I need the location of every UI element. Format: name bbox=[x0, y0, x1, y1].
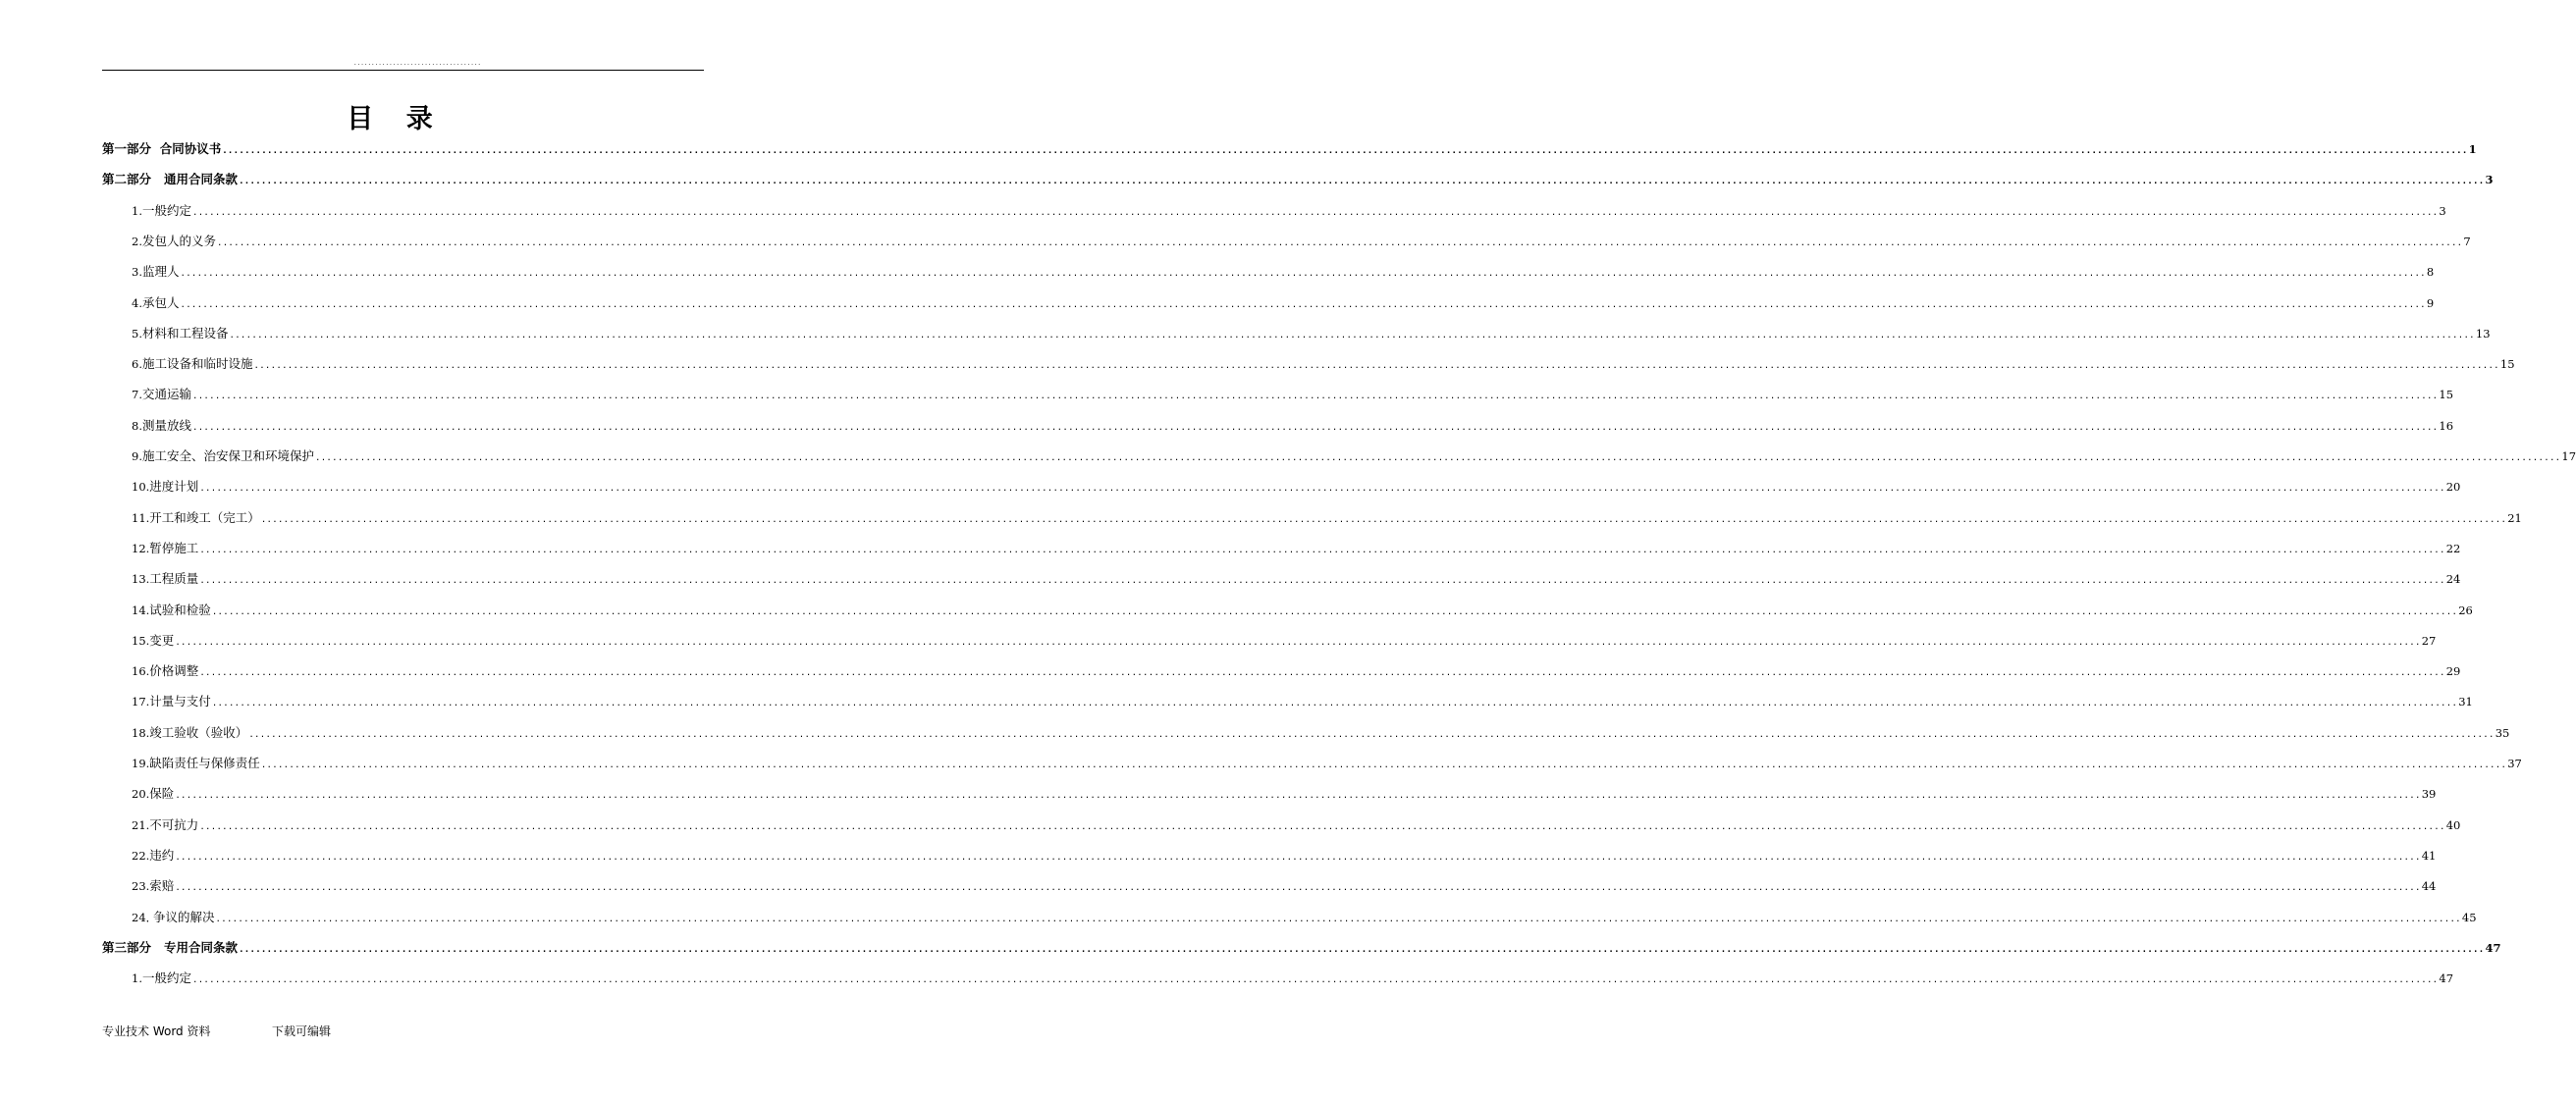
toc-entry-number: 16. bbox=[132, 664, 150, 679]
toc-entry-label: 缺陷责任与保修责任 bbox=[149, 756, 260, 770]
toc-entry-number: 11. bbox=[132, 510, 150, 525]
footer-right-text: 下载可编辑 bbox=[272, 1024, 332, 1038]
toc-entry-page: 8 bbox=[2426, 265, 2435, 280]
toc-entry-number: 13. bbox=[132, 572, 150, 587]
toc-leader-dots: ................................................................................................................................................................................................................................................................................................................................................................................................................ bbox=[211, 606, 2458, 617]
toc-entry[interactable] bbox=[132, 661, 2461, 685]
toc-leader-dots: ................................................................................................................................................................................................................................................................................................................................................................................................................ bbox=[199, 821, 2445, 832]
toc-entry-page: 37 bbox=[2507, 757, 2522, 770]
toc-entry-label: 暂停施工 bbox=[149, 540, 199, 555]
toc-entry[interactable] bbox=[132, 477, 2461, 500]
toc-entry-label: 保险 bbox=[149, 786, 175, 802]
toc-entry[interactable] bbox=[132, 508, 2522, 532]
toc-entry-page: 31 bbox=[2458, 695, 2473, 709]
toc-entry-page: 45 bbox=[2461, 910, 2477, 924]
toc-leader-dots: ................................................................................................................................................................................................................................................................................................................................................................................................................ bbox=[192, 422, 2439, 433]
toc-entry-label: 竣工验收（验收） bbox=[149, 724, 248, 740]
toc-entry-number: 7. bbox=[132, 388, 142, 402]
toc-leader-dots: ................................................................................................................................................................................................................................................................................................................................................................................................................ bbox=[175, 637, 2421, 648]
toc-leader-dots: ................................................................................................................................................................................................................................................................................................................................................................................................................ bbox=[217, 237, 2463, 248]
toc-entry-page: 24 bbox=[2445, 572, 2461, 587]
toc-entry-label: 材料和工程设备 bbox=[141, 325, 229, 341]
toc-entry-label: 工程质量 bbox=[149, 571, 199, 587]
toc-entry-number: 9. bbox=[132, 449, 142, 463]
toc-entry-page: 29 bbox=[2445, 664, 2461, 679]
toc-leader-dots: ................................................................................................................................................................................................................................................................................................................................................................................................................ bbox=[180, 269, 2426, 280]
toc-entry-page: 15 bbox=[2499, 357, 2515, 372]
toc-leader-dots: ................................................................................................................................................................................................................................................................................................................................................................................................................ bbox=[199, 484, 2445, 495]
toc-entry[interactable] bbox=[132, 232, 2471, 255]
toc-entry-number: 10. bbox=[132, 480, 150, 495]
toc-entry[interactable] bbox=[132, 908, 2477, 931]
toc-entry-label: 承包人 bbox=[141, 294, 180, 310]
toc-entry-page: 22 bbox=[2445, 541, 2461, 555]
toc-entry[interactable] bbox=[132, 784, 2437, 808]
toc-entry-number: 21. bbox=[132, 817, 150, 832]
toc-entry-number: 24． bbox=[132, 910, 158, 924]
toc-leader-dots: ................................................................................................................................................................................................................................................................................................................................................................................................................ bbox=[260, 761, 2507, 770]
toc-entry[interactable] bbox=[132, 601, 2473, 624]
toc-leader-dots: ................................................................................................................................................................................................................................................................................................................................................................................................................ bbox=[315, 453, 2561, 463]
toc-entry-label: 索赔 bbox=[149, 878, 175, 894]
toc-entry-page: 26 bbox=[2458, 603, 2473, 617]
toc-leader-dots: ................................................................................................................................................................................................................................................................................................................................................................................................................ bbox=[192, 975, 2439, 986]
toc-leader-dots: ................................................................................................................................................................................................................................................................................................................................................................................................................ bbox=[175, 791, 2421, 802]
toc-entry[interactable] bbox=[132, 446, 2576, 470]
toc-entry-label: 一般约定 bbox=[141, 971, 191, 986]
toc-entry-number: 22. bbox=[132, 848, 150, 863]
toc-leader-dots: ................................................................................................................................................................................................................................................................................................................................................................................................................ bbox=[229, 330, 2475, 341]
page-title: 目 录 bbox=[347, 104, 445, 134]
toc-entry[interactable] bbox=[132, 846, 2437, 869]
toc-leader-dots: ................................................................................................................................................................................................................................................................................................................................................................................................................ bbox=[253, 361, 2499, 372]
toc-leader-dots: ................................................................................................................................................................................................................................................................................................................................................................................................................ bbox=[192, 207, 2439, 218]
toc-leader-dots: ................................................................................................................................................................................................................................................................................................................................................................................................................ bbox=[199, 668, 2445, 679]
toc-entry-label: 交通运输 bbox=[141, 387, 191, 402]
toc-entry-page: 47 bbox=[2439, 971, 2454, 986]
toc-entry-label: 争议的解决 bbox=[153, 909, 215, 924]
toc-entry-number: 3. bbox=[132, 265, 142, 280]
toc-entry[interactable] bbox=[132, 815, 2461, 839]
toc-leader-dots: ................................................................................................................................................................................................................................................................................................................................................................................................................ bbox=[239, 944, 2485, 955]
toc-entry[interactable] bbox=[132, 262, 2435, 286]
toc-entry-page: 39 bbox=[2421, 787, 2437, 802]
header-rule bbox=[102, 70, 704, 71]
toc-entry-page: 15 bbox=[2439, 388, 2454, 402]
toc-entry-number: 5. bbox=[132, 326, 142, 341]
toc-entry[interactable] bbox=[132, 876, 2437, 900]
toc-entry[interactable] bbox=[132, 754, 2522, 777]
toc-entry-number: 23. bbox=[132, 879, 150, 894]
toc-entry-page: 17 bbox=[2561, 449, 2576, 463]
toc-entry-number: 15. bbox=[132, 633, 150, 648]
toc-entry-label: 开工和竣工（完工） bbox=[149, 509, 260, 525]
toc-entry-page: 9 bbox=[2426, 295, 2435, 310]
toc-entry-number: 14. bbox=[132, 603, 150, 617]
toc-entry[interactable] bbox=[132, 969, 2454, 992]
toc-entry-label: 施工设备和临时设施 bbox=[141, 356, 253, 372]
toc-entry-number: 1. bbox=[132, 203, 142, 218]
toc-entry-label: 变更 bbox=[149, 632, 175, 648]
toc-entry-page: 44 bbox=[2421, 879, 2437, 894]
toc-entry[interactable] bbox=[132, 324, 2491, 347]
toc-entry-number: 17. bbox=[132, 695, 150, 709]
toc-leader-dots: ................................................................................................................................................................................................................................................................................................................................................................................................................ bbox=[248, 729, 2495, 740]
toc-entry-number: 20. bbox=[132, 787, 150, 802]
toc-entry-number: 6. bbox=[132, 357, 142, 372]
toc-entry-page: 16 bbox=[2439, 418, 2454, 433]
toc-leader-dots: ................................................................................................................................................................................................................................................................................................................................................................................................................ bbox=[199, 545, 2445, 555]
toc-entry-label: 不可抗力 bbox=[149, 816, 199, 832]
toc-leader-dots: ................................................................................................................................................................................................................................................................................................................................................................................................................ bbox=[211, 699, 2458, 709]
toc-leader-dots: ................................................................................................................................................................................................................................................................................................................................................................................................................ bbox=[239, 177, 2485, 187]
toc-entry[interactable] bbox=[132, 354, 2515, 378]
toc-entry[interactable] bbox=[102, 170, 2494, 193]
toc-entry-number: 18. bbox=[132, 725, 150, 740]
toc-entry-number: 1. bbox=[132, 971, 142, 986]
toc-entry-page: 7 bbox=[2463, 234, 2471, 248]
toc-entry[interactable] bbox=[132, 569, 2461, 593]
toc-entry-label: 测量放线 bbox=[141, 417, 191, 433]
toc-entry-page: 35 bbox=[2495, 725, 2510, 740]
toc-entry-page: 27 bbox=[2421, 633, 2437, 648]
toc-entry-label: 试验和检验 bbox=[149, 602, 211, 617]
toc-entry-label: 第一部分 合同协议书 bbox=[102, 141, 222, 156]
toc-entry-page: 3 bbox=[2485, 173, 2494, 187]
toc-entry[interactable] bbox=[132, 723, 2510, 747]
toc-entry-label: 第二部分 通用合同条款 bbox=[102, 172, 239, 187]
toc-entry[interactable] bbox=[132, 293, 2435, 317]
toc-entry-label: 价格调整 bbox=[149, 663, 199, 679]
toc-entry[interactable] bbox=[132, 692, 2473, 715]
toc-leader-dots: ................................................................................................................................................................................................................................................................................................................................................................................................................ bbox=[175, 852, 2421, 863]
header-dots: .................................... bbox=[353, 60, 482, 67]
toc-entry-page: 40 bbox=[2445, 817, 2461, 832]
toc-leader-dots: ................................................................................................................................................................................................................................................................................................................................................................................................................ bbox=[192, 392, 2439, 402]
toc-entry-label: 施工安全、治安保卫和环境保护 bbox=[141, 448, 314, 463]
toc-leader-dots: ................................................................................................................................................................................................................................................................................................................................................................................................................ bbox=[215, 914, 2461, 924]
toc-entry-page: 3 bbox=[2439, 203, 2446, 218]
toc-entry-number: 2. bbox=[132, 234, 142, 248]
footer-left-text: 专业技术 Word 资料 bbox=[102, 1024, 211, 1038]
toc-entry-page: 21 bbox=[2507, 510, 2522, 525]
toc-entry[interactable] bbox=[102, 938, 2501, 962]
toc-entry[interactable] bbox=[132, 201, 2446, 225]
toc-entry-page: 41 bbox=[2421, 848, 2437, 863]
toc-entry-number: 8. bbox=[132, 418, 142, 433]
toc-entry-label: 计量与支付 bbox=[149, 694, 211, 709]
toc-entry-label: 一般约定 bbox=[141, 202, 191, 218]
toc-entry-label: 进度计划 bbox=[149, 479, 199, 495]
toc-entry-label: 监理人 bbox=[141, 264, 180, 280]
toc-entry[interactable] bbox=[132, 631, 2437, 655]
toc-entry-label: 违约 bbox=[149, 847, 175, 863]
toc-entry-number: 19. bbox=[132, 757, 150, 770]
toc-entry-number: 4. bbox=[132, 295, 142, 310]
toc-leader-dots: ................................................................................................................................................................................................................................................................................................................................................................................................................ bbox=[260, 514, 2507, 525]
toc-entry[interactable] bbox=[102, 139, 2477, 163]
toc-entry-number: 12. bbox=[132, 541, 150, 555]
toc-leader-dots: ................................................................................................................................................................................................................................................................................................................................................................................................................ bbox=[175, 883, 2421, 894]
toc-entry[interactable] bbox=[132, 385, 2454, 408]
toc-entry-label: 发包人的义务 bbox=[141, 233, 216, 248]
toc-entry[interactable] bbox=[132, 539, 2461, 562]
toc-entry-page: 47 bbox=[2485, 940, 2501, 955]
toc-leader-dots: ................................................................................................................................................................................................................................................................................................................................................................................................................ bbox=[199, 576, 2445, 587]
toc-leader-dots: ................................................................................................................................................................................................................................................................................................................................................................................................................ bbox=[222, 146, 2468, 156]
toc-entry-page: 20 bbox=[2445, 480, 2461, 495]
toc-entry[interactable] bbox=[132, 416, 2454, 440]
toc-entry-page: 1 bbox=[2468, 142, 2477, 156]
toc-entry-label: 第三部分 专用合同条款 bbox=[102, 939, 239, 955]
toc-leader-dots: ................................................................................................................................................................................................................................................................................................................................................................................................................ bbox=[180, 299, 2426, 310]
toc-entry-page: 13 bbox=[2475, 326, 2491, 341]
